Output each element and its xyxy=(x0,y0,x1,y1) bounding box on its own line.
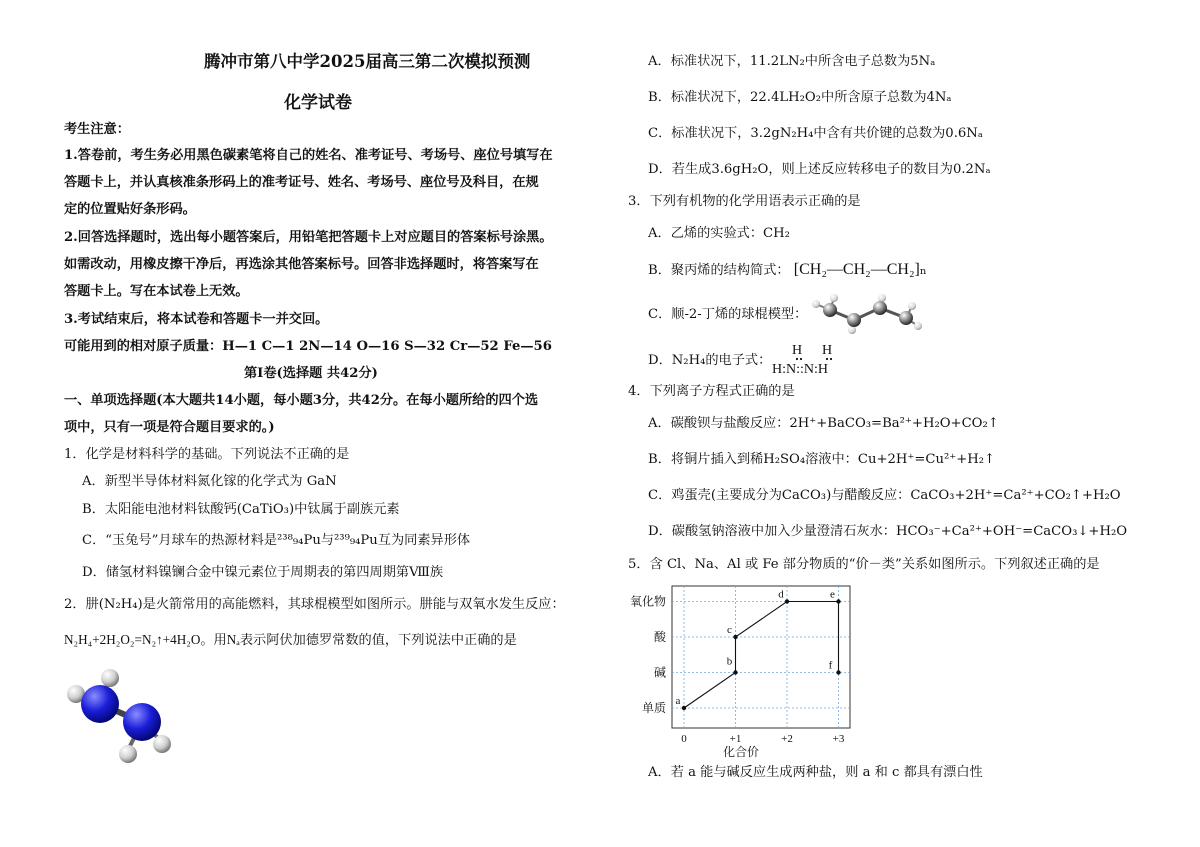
svg-text:H: H xyxy=(792,343,803,358)
data-point-e xyxy=(836,599,840,603)
atomic-mass-line: 可能用到的相对原子质量：H—1 C—1 2N—14 O—16 S—32 Cr—52 Fe—56 xyxy=(64,339,552,354)
data-point-f xyxy=(836,670,840,674)
section-instr-1: 一、单项选择题(本大题共14小题，每小题3分，共42分。在每小题所给的四个选 xyxy=(64,393,539,408)
q3-option-b xyxy=(648,260,927,281)
data-point-d xyxy=(785,599,789,603)
q1-option-b: B．太阳能电池材料钛酸钙(CaTiO₃)中钛属于副族元素 xyxy=(82,502,400,517)
notice-item-2b: 如需改动，用橡皮擦干净后，再选涂其他答案标号。回答非选择题时，将答案写在 xyxy=(64,257,539,272)
y-category-label: 酸 xyxy=(653,630,666,644)
q4-option-d: D．碳酸氢钠溶液中加入少量澄清石灰水：HCO₃⁻+Ca²⁺+OH⁻=CaCO₃↓+H₂O xyxy=(648,524,1128,539)
cis-2-butene-model-image xyxy=(808,294,926,334)
section-title: 第Ⅰ卷(选择题 共42分) xyxy=(244,366,378,381)
notice-item-1c: 定的位置贴好条形码。 xyxy=(64,202,196,217)
data-label-e: e xyxy=(830,588,835,601)
section-instr-2: 项中，只有一项是符合题目要求的。) xyxy=(64,420,275,435)
q2-stem-2: N₂H₄+2H₂O₂=N₂↑+4H₂O。用Nₐ表示阿伏加德罗常数的值，下列说法中正确的是 xyxy=(64,632,517,647)
q2-option-d: D．若生成3.6gH₂O，则上述反应转移电子的数目为0.2Nₐ xyxy=(648,162,991,177)
data-label-b: b xyxy=(726,655,733,668)
notice-item-3: 3.考试结束后，将本试卷和答题卡一并交回。 xyxy=(64,312,329,327)
notice-item-1a: 1.答卷前，考生务必用黑色碳素笔将自己的姓名、准考证号、考场号、座位号填写在 xyxy=(64,148,553,163)
data-point-a xyxy=(682,706,686,710)
data-point-b xyxy=(733,670,737,674)
q2-stem-1: 2．肼(N₂H₄)是火箭常用的高能燃料，其球棍模型如图所示。肼能与双氧水发生反应： xyxy=(64,597,565,612)
q5-stem: 5．含 Cl、Na、Al 或 Fe 部分物质的“价－类”关系如图所示。下列叙述正确的是 xyxy=(628,557,1100,572)
electron-formula-line: H:N::N:H xyxy=(772,362,828,377)
y-category-label: 氧化物 xyxy=(629,594,666,609)
hydrazine-model-image xyxy=(62,664,192,774)
data-label-d: d xyxy=(778,588,784,601)
atom-group xyxy=(812,294,922,334)
y-category-label: 碱 xyxy=(653,665,666,680)
q3-option-b-label: B．聚丙烯的结构简式： xyxy=(648,263,790,278)
data-label-f: f xyxy=(828,659,833,672)
q3-option-c-label: C．顺-2-丁烯的球棍模型： xyxy=(648,307,808,322)
q5-option-a: A．若 a 能与碱反应生成两种盐，则 a 和 c 都具有漂白性 xyxy=(648,765,983,780)
q2-option-c: C．标准状况下，3.2gN₂H₄中含有共价键的总数为0.6Nₐ xyxy=(648,126,983,141)
y-category-label: 单质 xyxy=(641,701,666,715)
x-axis-label: 化合价 xyxy=(722,745,760,758)
q3-stem: 3．下列有机物的化学用语表示正确的是 xyxy=(628,194,861,209)
exam-title: 腾冲市第八中学2025届高三第二次模拟预测 xyxy=(204,52,531,71)
q1-option-c: C．“玉兔号”月球车的热源材料是²³⁸₉₄Pu与²³⁹₉₄Pu互为同素异形体 xyxy=(82,533,471,548)
electron-formula-text xyxy=(772,343,832,377)
q2-option-b: B．标准状况下，22.4LH₂O₂中所含原子总数为4Nₐ xyxy=(648,90,952,105)
data-point-c xyxy=(733,635,737,639)
x-tick-label: +2 xyxy=(781,733,793,745)
series-line xyxy=(684,602,839,709)
chart-frame xyxy=(672,586,850,728)
q3-option-c xyxy=(648,305,807,325)
x-tick-label: +1 xyxy=(729,733,742,745)
q3-option-d xyxy=(648,351,771,371)
valence-class-chart xyxy=(628,578,868,758)
notice-item-2a: 2.回答选择题时，选出每小题答案后，用铅笔把答题卡上对应题目的答案标号涂黑。 xyxy=(64,230,553,245)
q1-option-a: A．新型半导体材料氮化镓的化学式为 GaN xyxy=(82,474,337,489)
data-label-a: a xyxy=(675,695,681,707)
q4-stem: 4．下列离子方程式正确的是 xyxy=(628,384,795,399)
polypropylene-formula: [CH₂—CH₂—CH₂]ₙ xyxy=(793,261,927,278)
q4-option-b: B．将铜片插入到稀H₂SO₄溶液中：Cu+2H⁺=Cu²⁺+H₂↑ xyxy=(648,452,996,467)
x-tick-label: 0 xyxy=(681,733,687,745)
notice-item-1b: 答题卡上，并认真核准条形码上的准考证号、姓名、考场号、座位号及科目，在规 xyxy=(64,175,539,190)
x-tick-label: +3 xyxy=(832,733,845,745)
svg-text:H: H xyxy=(822,343,833,358)
notice-heading: 考生注意： xyxy=(64,122,130,137)
q1-stem: 1．化学是材料科学的基础。下列说法不正确的是 xyxy=(64,447,350,462)
q3-option-a: A．乙烯的实验式：CH₂ xyxy=(648,226,790,241)
atom-group xyxy=(67,669,171,763)
q4-option-c: C．鸡蛋壳(主要成分为CaCO₃)与醋酸反应：CaCO₃+2H⁺=Ca²⁺+CO₂↑+H₂O xyxy=(648,488,1121,503)
notice-item-2c: 答题卡上。写在本试卷上无效。 xyxy=(64,284,249,299)
q4-option-a: A．碳酸钡与盐酸反应：2H⁺+BaCO₃=Ba²⁺+H₂O+CO₂↑ xyxy=(648,416,999,431)
q1-option-d: D．储氢材料镍镧合金中镍元素位于周期表的第四周期第Ⅷ族 xyxy=(82,565,444,580)
electron-dots xyxy=(796,358,832,360)
q3-option-d-label: D．N₂H₄的电子式： xyxy=(648,353,772,368)
exam-subtitle: 化学试卷 xyxy=(284,93,352,113)
q2-option-a: A．标准状况下，11.2LN₂中所含电子总数为5Nₐ xyxy=(648,54,936,69)
data-label-c: c xyxy=(727,624,732,636)
n2h4-electron-formula xyxy=(770,340,860,378)
